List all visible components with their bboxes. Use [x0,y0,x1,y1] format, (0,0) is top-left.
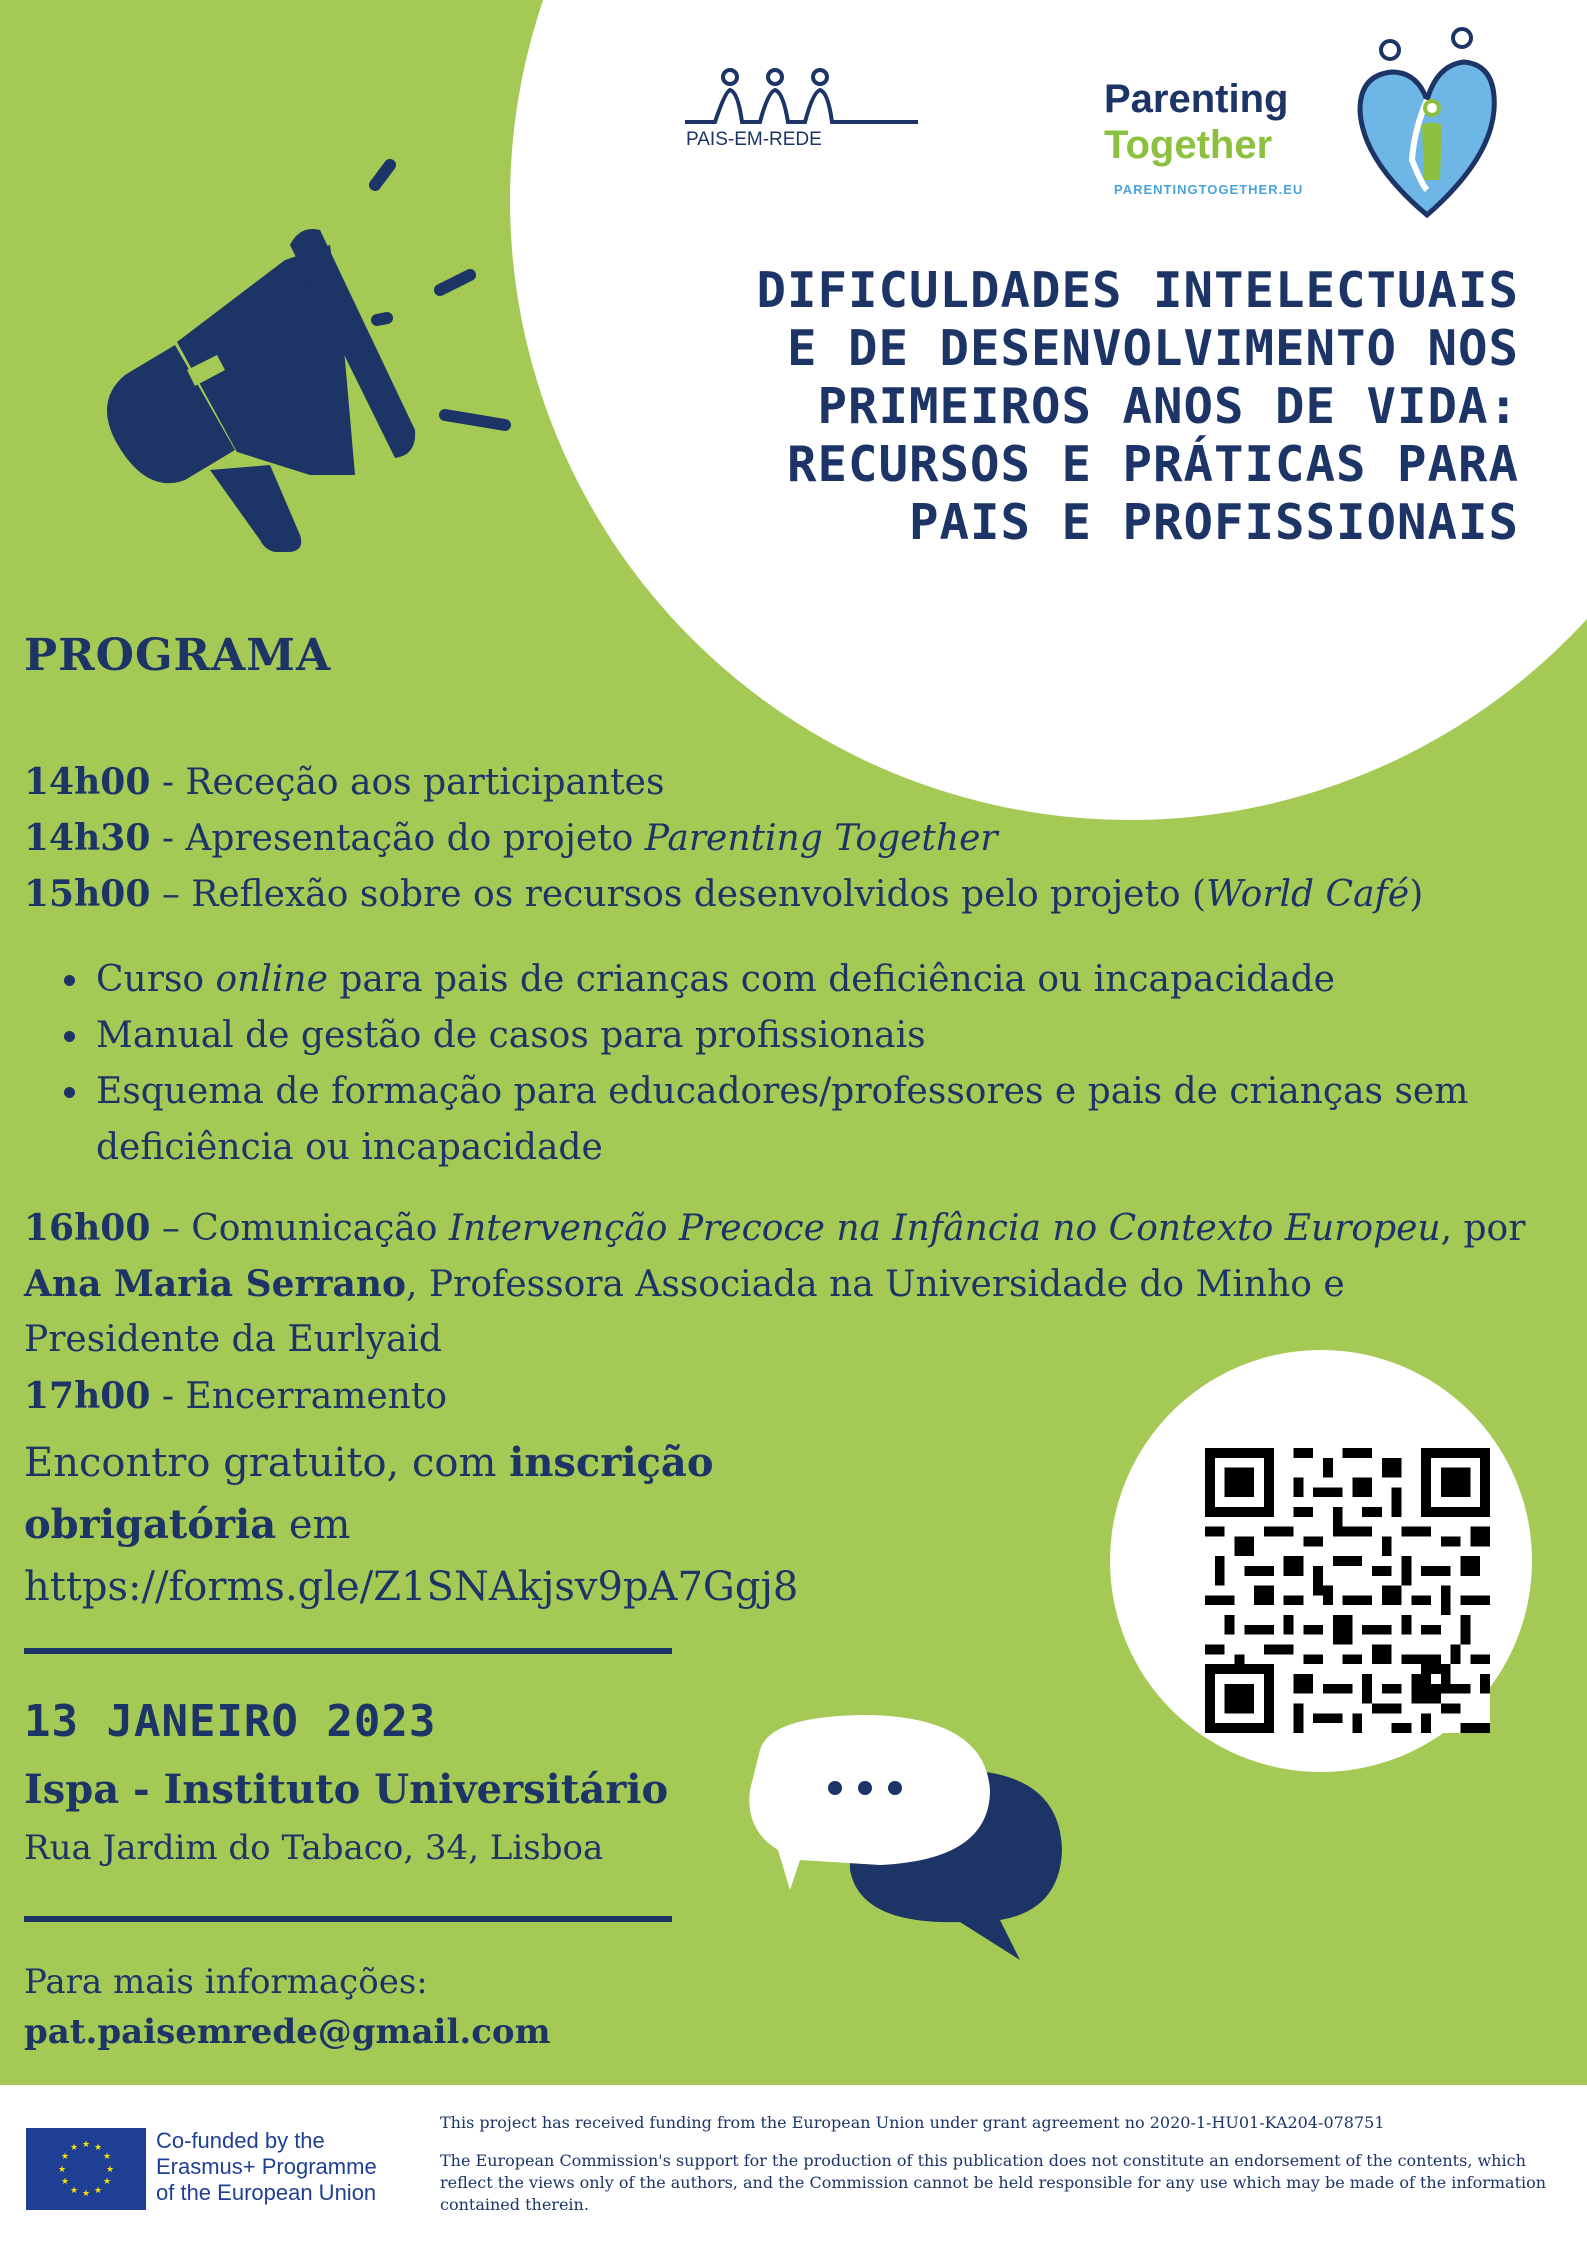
program-text: - Encerramento [150,1376,448,1417]
bullet-text: Curso [96,959,216,1000]
svg-text:★: ★ [81,2140,91,2150]
event-title [519,262,1519,552]
divider [24,1916,672,1922]
list-item [92,952,1472,1008]
list-item: • Manual de gestão de casos para profissionais [92,1008,1472,1064]
contact-label: Para mais informações: [24,1962,428,2002]
program-time: 14h00 [24,761,151,803]
divider [24,1648,672,1654]
program-text: , por [1440,1208,1526,1249]
svg-text:★: ★ [105,2165,115,2175]
program-italic: Parenting Together [644,818,998,859]
parenting-logo-line1: Parenting [1104,77,1289,121]
disclaimer-text: The European Commission's support for the production of this publication does not constitute an endorsement of the contents, which reflect the views only of the authors, and the Commission cannot be held responsible for any use which may be made of the information contained therein. [440,2151,1547,2214]
program-italic: Intervenção Precoce na Infância no Contexto Europeu [448,1208,1441,1249]
title-line: DIFICULDADES INTELECTUAIS [756,262,1519,319]
speaker-line [24,1256,1345,1313]
program-text-close: ) [1409,874,1424,915]
svg-text:★: ★ [81,2189,91,2199]
speaker-role-line: Presidente da Eurlyaid [24,1319,442,1360]
parenting-logo-line2: Together [1104,123,1273,167]
program-time: 15h00 [24,873,151,915]
heart-family-logo-icon [1352,20,1502,225]
program-text: – Comunicação [150,1208,449,1249]
program-item-1500 [24,866,1424,923]
speech-bubbles-icon [740,1710,1080,1970]
megaphone-icon [95,150,535,570]
speaker-name: Ana Maria Serrano [24,1263,406,1305]
eu-cofunded-logo [26,2128,392,2210]
title-line: RECURSOS E PRÁTICAS PARA [786,436,1519,493]
registration-url-link[interactable]: https://forms.gle/Z1SNAkjsv9pA7Ggj8 [24,1564,799,1610]
title-line: E DE DESENVOLVIMENTO NOS [786,320,1519,377]
title-line: PAIS E PROFISSIONAIS [908,494,1519,551]
svg-text:★: ★ [93,2186,103,2196]
event-date: 13 JANEIRO 2023 [24,1696,437,1747]
svg-text:★: ★ [102,2177,112,2187]
pais-em-rede-logo-text: PAIS-EM-REDE [686,129,822,150]
program-item-1400 [24,754,1324,811]
program-time: 14h30 [24,817,151,859]
svg-text:★: ★ [93,2143,103,2153]
svg-text:★: ★ [60,2177,70,2187]
funding-statement: This project has received funding from the European Union under grant agreement no 2020-1-HU01-KA204-078751 [440,2113,1385,2132]
registration-pre: Encontro gratuito, com [24,1440,510,1486]
svg-text:★: ★ [69,2143,79,2153]
program-item-1430 [24,810,1324,867]
event-venue: Ispa - Instituto Universitário [24,1766,669,1813]
bullet-text: para pais de crianças com deficiência ou incapacidade [327,959,1335,1000]
parenting-together-logo [1104,76,1288,168]
contact-email-link[interactable]: pat.paisemrede@gmail.com [24,2012,551,2052]
svg-text:★: ★ [60,2152,70,2162]
registration-bold: obrigatória [24,1501,277,1548]
bullet-italic: online [215,959,328,1000]
program-text: – Reflexão sobre os recursos desenvolvidos pelo projeto ( [150,874,1207,915]
program-text: - Apresentação do projeto [150,818,645,859]
list-item: • Esquema de formação para educadores/professores e pais de crianças sem deficiência ou incapacidade [92,1064,1472,1176]
registration-bold: inscrição [509,1439,714,1486]
speaker-role: , Professora Associada na Universidade do Minho e [406,1264,1345,1305]
program-italic: World Café [1206,874,1410,915]
eu-cofunded-text: Co-funded by the Erasmus+ Programme of the European Union [156,2128,377,2205]
parenting-logo-url: PARENTINGTOGETHER.EU [1114,182,1304,197]
program-text: - Receção aos participantes [150,762,665,803]
svg-text:★: ★ [69,2186,79,2196]
program-item-1700 [24,1368,1324,1425]
registration-post: em [276,1502,351,1548]
program-item-1600 [24,1200,1526,1257]
registration-text [24,1432,799,1618]
svg-text:★: ★ [57,2165,67,2175]
program-time: 16h00 [24,1207,151,1249]
program-time: 17h00 [24,1375,151,1417]
title-line: PRIMEIROS ANOS DE VIDA: [817,378,1519,435]
eu-stars-icon [26,2128,146,2210]
svg-text:★: ★ [102,2152,112,2162]
eu-flag-icon [26,2128,146,2210]
event-address: Rua Jardim do Tabaco, 34, Lisboa [24,1828,604,1868]
qr-code-icon[interactable] [1205,1448,1490,1733]
programa-heading: PROGRAMA [24,630,332,681]
pais-em-rede-logo-icon [680,62,920,132]
resources-list [50,952,1472,1176]
